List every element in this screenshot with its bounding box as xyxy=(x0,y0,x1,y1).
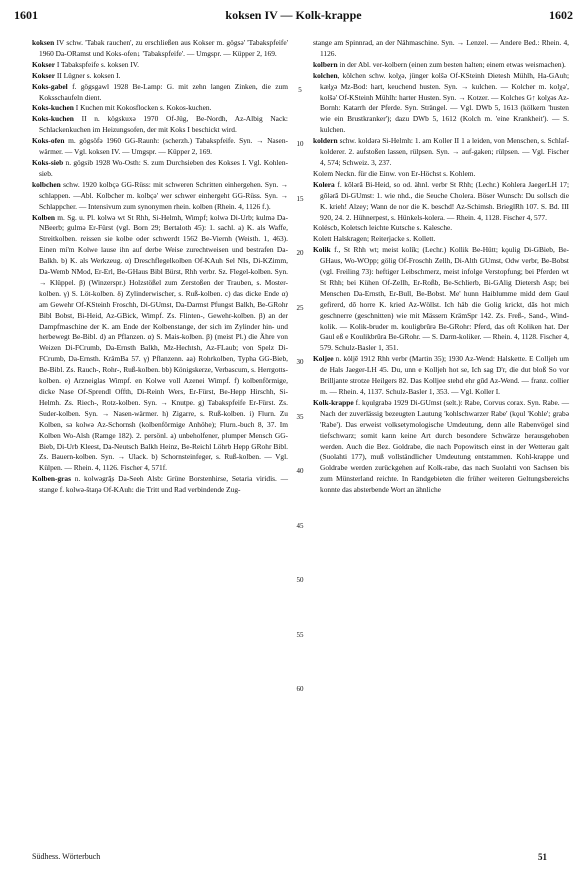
dictionary-entry xyxy=(32,114,288,136)
entry-text: f. kǫulgrabə 1929 Di-GUmst (selt.): Rabe, Corvus corax. Syn. Rabe. — Nach der zuverlässig bezeugten Lautung 'kohlschwarzer Rabe' (kǫul 'Kohle'; grabə 'Rabe'). Das erweist volksetymologische Umdeutung, denn alle Rabenvögel sind tiefschwarz; somit kann keine Art durch besondere Schwärze herausgehoben werden. Auch die Bez. Goldrabe, die nach Popowitsch einst in der Wetterau galt (Suolahti 177), muß vollständlicher Umdeutung entstammen. Kohl-krappe und Goldrabe werden zurückgehen auf Kolk-rabe, das nach Suolahti von Sachsen bis zum Münsterland reichte. In Randgebieten die früher weiteren Geltungsbereichs konnte das absterbende Wort an ähnliche xyxy=(320,397,569,495)
entry-headword: Koks-sieb xyxy=(32,157,64,167)
entry-headword: Kokser xyxy=(32,70,55,80)
line-number: 40 xyxy=(296,467,304,475)
line-number: 20 xyxy=(296,249,304,257)
entry-headword: Kolik xyxy=(313,245,331,255)
right-column xyxy=(313,38,569,496)
line-number: 5 xyxy=(298,85,302,94)
dictionary-entry xyxy=(313,136,569,169)
entry-text: n. gögsib 1928 Wo-Osth: S. zum Durchsieben des Kokses I. Vgl. Kohlen-sieb. xyxy=(39,157,288,178)
page-number-right: 1602 xyxy=(549,8,573,22)
running-title: koksen IV — Kolk-krappe xyxy=(225,8,362,22)
dictionary-entry xyxy=(313,354,569,398)
entry-text: II n. kögskuxə 1970 Of-Jüg, Be-Nordh, Az-Albig Nack: Schlackenkuchen im Heizungsofen, der mit Koks I beschickt wird. xyxy=(39,114,288,135)
entry-text: , kölchen schw. kolχə, jünger kolšə Of-KSteinh Dietesh Mühlh, Ha-GAuh; kælχə Mz-Bod: hart, keuchend husten. Syn. → kulchen. — Kolcher m. kolχə', kolšə' Of-KSteinh Mühlh: harter Husten. Syn. → Kotzer. — Kolches G↑ kolχəs Az-Bornh: Katarrh der Pferde. Syn. Strängel. — Vgl. DWb 5, 1613 (kölkern 'husten wie ein Brustkranker'); dazu DWb 5, 1612 (Kolch m. 'eine Krankheit'). — S. kulchen. xyxy=(320,70,569,135)
entry-headword: Koks-ofen xyxy=(32,136,65,146)
dictionary-entry xyxy=(313,398,569,496)
entry-headword: kolbern xyxy=(313,59,338,69)
entry-headword: koksen xyxy=(32,38,55,47)
entry-headword: Koks-gabel xyxy=(32,81,68,91)
entry-headword: Kolben xyxy=(32,212,55,222)
entry-text: f. kōlərā Bi-Heid, so od. ähnl. verbr St Rhh; (Lechr.) Kohlera JaegerLH 17; gōlərā Di-GUmst: 1. wie nhd., die Seuche Cholera. Böser Wunsch: Du sollsch die K. krieh! Alzey; Wann de nor die K. beschd! Az-Schimsh. BrieglRh 107. S. Bd. III 920, 24. 2. Hühnerpest, s. Hünkels-kolera. — Rhein. 4, 1128. Fischer 4, 577. xyxy=(320,179,569,222)
entry-text: in der Abl. ver-kolbern (einen zum besten halten; einem etwas weismachen). xyxy=(337,59,566,69)
dictionary-entry xyxy=(32,136,288,158)
entry-headword: kolchen xyxy=(313,70,338,80)
dictionary-entry xyxy=(313,71,569,136)
dictionary-entry xyxy=(313,234,569,245)
entry-text: stange am Spinnrad, an der Nähmaschine. Syn. → Lenzel. — Andere Bed.: Rhein. 4, 1126. xyxy=(313,38,569,58)
entry-text: Koléscb, Koletsch leichte Kutsche s. Kalesche. xyxy=(313,223,453,233)
line-number: 15 xyxy=(296,194,304,203)
entry-text: II Lügner s. koksen I. xyxy=(55,70,121,80)
entry-headword: koldern xyxy=(313,136,338,146)
footer-title: Südhess. Wörterbuch xyxy=(32,852,101,861)
dictionary-entry xyxy=(32,158,288,180)
dictionary-entry xyxy=(32,60,288,71)
page-header xyxy=(14,8,573,26)
entry-headword: Koks-kuchen xyxy=(32,114,74,124)
dictionary-entry xyxy=(313,169,569,180)
dictionary-entry xyxy=(313,38,569,60)
line-number: 25 xyxy=(296,303,304,312)
entry-text: f. gögsgawl 1928 Be-Lamp: G. mit zehn langen Zinken, die zum Koksschaufeln dient. xyxy=(39,81,288,102)
entry-text: I Kuchen mit Kokosflocken s. Kokos-kuchen. xyxy=(73,103,212,113)
dictionary-entry xyxy=(32,103,288,114)
entry-text: f., St Rhh wt; meist kolík; (Lechr.) Kollik Be-Hütt; kǫulig Di-GBieb, Be-GHaus, Wo-WOpp; gölig Of-Froschh Zellh, Di-Alth GUmst, Odw verbr, Be-Bobst (vgl. Freiling 73): heftiger Leibschmerz, meist infolge Verstopfung; bei Pferden wt St Rhh; bei Kühen Of-Zellh, Er-Roßb, Be-Schlierb, Bi-GAlig Dietersh Asp; bei Menschen Da-Ernsth, Er-Bull, Be-Bobst. Me' hunn Haiblumme midd dem Gaul gefirerd, dō horre K. kried Az-Wöllst. Ich häb die Golig krickt, dās hot mich geschnerre (geschnitten) wie mit Mässern KrämSpr 142. Zs. Freß-, Sand-, Wind-kolik. — Kolik-bruder m. kouligbrūrə Be-GRohr: Pferd, das oft Koliken hat. Der Gaul eß e Koulikbrūra Be-GRohr. — S. Darm-koliker. — Rhein. 4, 1128. Fischer 4, 579. Schulz-Basler 1, 351. xyxy=(320,245,569,353)
footer-page-number: 51 xyxy=(538,852,547,862)
entry-headword: Kolera xyxy=(313,179,335,189)
line-number: 35 xyxy=(296,412,304,421)
dictionary-entry xyxy=(313,60,569,71)
line-number: 10 xyxy=(296,140,304,148)
entry-text: I Tabakspfeife s. koksen IV. xyxy=(55,59,139,69)
entry-headword: Kolk-krappe xyxy=(313,397,354,407)
entry-headword: Kokser xyxy=(32,59,55,69)
dictionary-entry xyxy=(32,82,288,104)
entry-text: m. gögsöfə 1960 GG-Raunh: (scherzh.) Tabakspfeife. Syn. → Nasen-wärmer. — Vgl. koksen IV. — Umgspr. — Küpper 2, 169. xyxy=(39,136,288,157)
entry-text: Kolett Halskragen; Reiterjacke s. Kollett. xyxy=(313,234,436,244)
line-number: 30 xyxy=(296,358,304,366)
line-number: 60 xyxy=(296,685,304,693)
dictionary-entry xyxy=(32,71,288,82)
entry-text: Kolem Neckn. für die Einw. von Er-Höchst s. Kohlem. xyxy=(313,168,476,178)
dictionary-entry xyxy=(32,180,288,213)
entry-text: n. köljē 1912 Rhh verbr (Martin 35); 1930 Az-Wend: Halskette. E Colljeh um de Hals Jaeger-LH 45. Du, unn e Kolljeh hot se, Ich sag D'r, die dut bloß So vor Brilljante strotze Heilgers 82. Das Kolljee stehd ehr gūd Az-Wend. — franz. collier m. — Rhein. 4, 1137. Schulz-Basler 1, 353. — Vgl. Koller I. xyxy=(320,354,569,396)
page-number-left: 1601 xyxy=(14,8,38,22)
entry-text: schw. koldərə Si-Helmh: 1. am Koller II 1 a leiden, von Menschen, s. Schlaf-kolderer. 2. aufstoßen lassen, rülpsen. Syn. → auf-gaken; rülpsen. — Vgl. Fischer 4, 574; Schweiz. 3, 237. xyxy=(320,136,569,167)
entry-text: n. kolwəgrā̤s Da-Seeh Alsb: Grüne Borstenhirse, Setaria viridis. —stange f. kolwə-štaŋə Of-KAuh: die Tritt und Rad verbindende Zug- xyxy=(39,474,288,495)
entry-headword: Koks-kuchen xyxy=(32,103,74,113)
entry-headword: Koljee xyxy=(313,354,334,364)
line-number: 45 xyxy=(296,521,304,530)
left-column xyxy=(32,38,288,496)
entry-headword: Kolben-gras xyxy=(32,474,72,484)
line-number: 50 xyxy=(296,576,304,584)
dictionary-entry xyxy=(313,245,569,354)
dictionary-entry xyxy=(313,180,569,224)
dictionary-entry xyxy=(32,474,288,496)
dictionary-entry xyxy=(32,213,288,475)
line-number: 55 xyxy=(296,630,304,639)
entry-text: IV schw. 'Tabak rauchen', zu erschließen aus Kokser m. gögsə' 'Tabakspfeife' 1960 Da-ORamst und Koks-ofen↓ 'Tabakspfeife'. — Umgspr. — Küpper 2, 169. xyxy=(39,38,288,58)
dictionary-entry xyxy=(32,38,288,60)
entry-headword: kolbchen xyxy=(32,179,61,189)
dictionary-entry xyxy=(313,223,569,234)
entry-text: schw. 1920 kolbçə GG-Rüss: mit schweren Schritten einhergehen. Syn. → schlappen. —Abl. Kolbcher m. kolbçə' wer schwer einhergeht GG-Rüss. Syn. → Schlappcher. — Intensivum zum synonymen rhein. kolben (Rhein. 4, 1126 f.). xyxy=(39,179,288,211)
entry-text: m. Sg. u. Pl. kolwə wt St Rhh, Si-Helmh, Wimpf; kolwə Di-Urb; kulmə Da-NBeerb; gulmə Er-Fürst (vgl. Born 29; Bertaloth 45): 1. sachl. a) K. als Waffe, Streitkolben. reissen sie kolbe oder schwerdt 1562 Be-Viernh (Weisth. 1, 463). Einen mi'm Kolwe lause ihn auf derbe Weise zurechtweisen und bestrafen Da-Balkh. b) K. als Werkzeug. α) Dreschflegelkolben Of-KAuh Sel NIs, Di-KZimm, Da-Wemb NMod, Er-Erl, Be-GHaus Bibl Bürst, Rhh verbr. Sz. Flegel-kolben. Syn. → Klüppel. β) (Winzerspr.) Holzstößel zum Zerstoßen der Trauben, s. Moster-kolben. γ) S. Löt-kolben. δ) Zylinderwischer, s. Ruß-kolben. c) das dicke Ende α) am Gewehr Of-KSteinh Froschh, Di-GUmst, Da-Darmst Pfungst Balkh, Be-GRohr Bibl Bobst, Bi-Heid, Az-GBick, Wimpf. Zs. Flinten-, Gewehr-kolben. β) an der Dampfmaschine der K. am Ende der Kolbenstange, der sich im Zylinder hin- und herbewegt Be-Bibl. d) an Pflanzen. α) S. Mais-kolben. β) (meist Pl.) die Ähre von Weizen Di-FCrumb, Da-Ernsth Balkh, Mz-Hechtsh, Az-FLaub; von Spelz Di-FCrumb, Da-Ernsth. KrämBa 57. γ) Pflanzenn. aa) Rohrkolben, Typha GG-Bieb, Be-Bibl. Zs. Rauch-, Rohr-, Ruß-kolben. bb) Königskerze, Verbascum, s. Herrgotts-kolben. e) Arzneiglas Wimpf. en Kolwe voll Azenei Wimpf. f) kolbenförmige, dicke Nase Of-Sprendl Offth, Di-Reinh Wers, Er-Fürst, Be-Hepp Hirschh, Si-Helmh. Zs. Riech-, Rotz-kolben. Syn. → Knutpe. g) Tabakspfeife Er-Fürst. Zs. Suder-kolben. Syn. → Nasen-wärmer. h) Zigarre, s. Ruß-kolben. i) Flurn. Zu Kolben, sə kolwə Az-Schornsh (kolbenförmige Anhöhe); Flurn.-buch 8, 37. Im Kolben Wo-Alsh (Ramge 182). 2. persönl. a) unbeholfener, plumper Mensch GG-Bieb, Di-Urb Kleest, Da-Neutsch Balkh Heinz, Be-Reichl Löhrb Hepp GRohr Bibl. Zs. Bauern-kolben. Syn. → Ulack. b) Schornsteinfeger, s. Ruß-kolben. — Vgl. Külpen. — Rhein. 4, 1126. Fischer 4, 571f. xyxy=(39,212,288,473)
